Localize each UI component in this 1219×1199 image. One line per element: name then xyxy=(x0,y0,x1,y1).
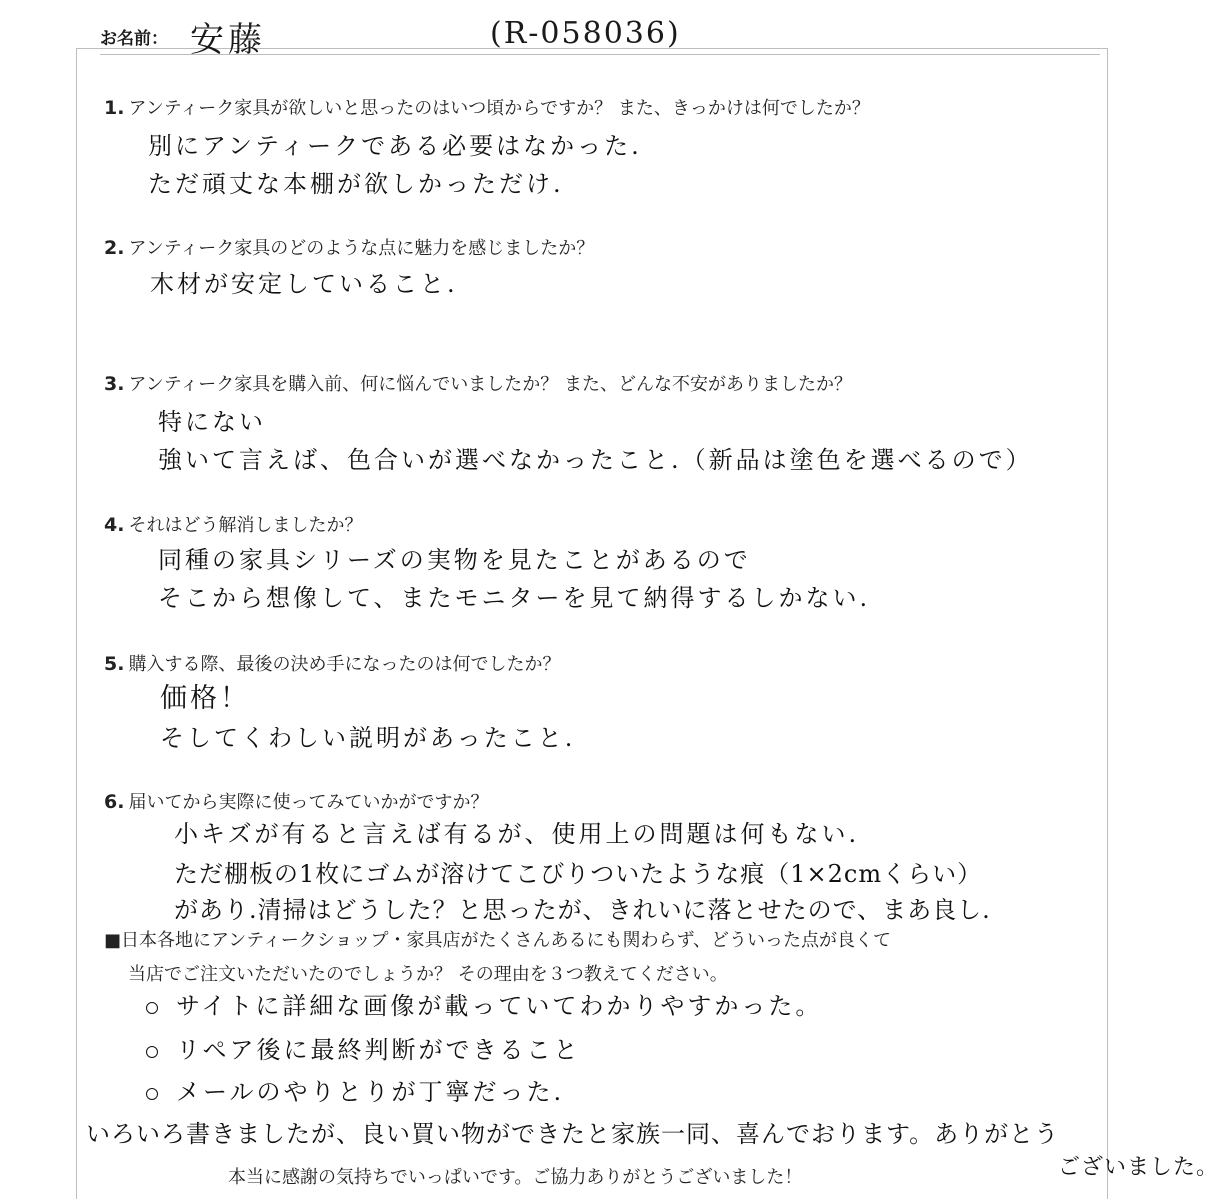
customer-name: 安藤 xyxy=(190,20,266,60)
reasons-prompt-line-1: ■日本各地にアンティークショップ・家具店がたくさんあるにも関わらず、どういった点が良くて xyxy=(104,930,892,951)
footer-thanks: 本当に感謝の気持ちでいっぱいです。ご協力ありがとうございました！ xyxy=(228,1167,803,1188)
question-4 xyxy=(104,511,362,537)
question-text: 購入する際、最後の決め手になったのは何でしたか？ xyxy=(128,654,561,675)
reasons-prompt-line-2: 当店でご注文いただいたのでしょうか？ その理由を３つ教えてください。 xyxy=(128,964,728,985)
name-row xyxy=(100,14,1100,60)
answer-6-line-2: ただ棚板の1枚にゴムが溶けてこびりついたような痕（1×2cmくらい） xyxy=(174,860,983,888)
answer-3-line-1: 特にない xyxy=(158,408,266,436)
question-text: それはどう解消しましたか？ xyxy=(128,515,363,536)
bullet-icon xyxy=(146,1046,158,1058)
question-number: 1. xyxy=(104,97,125,119)
name-label: お名前： xyxy=(100,29,168,49)
question-text: 届いてから実際に使ってみていかがですか？ xyxy=(128,792,489,813)
reason-2 xyxy=(146,1030,581,1065)
answer-6-line-3: があり.清掃はどうした？と思ったが、きれいに落とせたので、まあ良し. xyxy=(174,896,991,924)
question-text: アンティーク家具が欲しいと思ったのはいつ頃からですか？ また、きっかけは何でしたか？ xyxy=(128,98,870,119)
reason-text: メールのやりとりが丁寧だった. xyxy=(176,1078,565,1106)
answer-5-line-2: そしてくわしい説明があったこと. xyxy=(160,724,576,752)
answer-5-line-1: 価格！ xyxy=(160,683,250,714)
closing-line-2: ございました。 xyxy=(1058,1155,1219,1180)
question-number: 4. xyxy=(104,514,125,536)
question-6 xyxy=(104,788,488,814)
question-number: 2. xyxy=(104,237,125,259)
question-5 xyxy=(104,650,560,676)
question-text: アンティーク家具のどのような点に魅力を感じましたか？ xyxy=(128,238,595,259)
answer-1-line-1: 別にアンティークである必要はなかった. xyxy=(148,132,642,160)
answer-4-line-2: そこから想像して、またモニターを見て納得するしかない. xyxy=(158,584,871,612)
question-text: アンティーク家具を購入前、何に悩んでいましたか？ また、どんな不安がありましたか？ xyxy=(128,374,853,395)
question-number: 3. xyxy=(104,373,125,395)
bullet-icon xyxy=(146,1088,158,1100)
answer-4-line-1: 同種の家具シリーズの実物を見たことがあるので xyxy=(158,546,751,574)
answer-2-line-1: 木材が安定していること. xyxy=(150,270,458,298)
reason-text: サイトに詳細な画像が載っていてわかりやすかった。 xyxy=(176,992,823,1020)
reason-3 xyxy=(146,1072,564,1107)
question-1 xyxy=(104,94,870,120)
answer-6-line-1: 小キズが有ると言えば有るが、使用上の問題は何もない. xyxy=(174,820,860,848)
question-3 xyxy=(104,370,852,396)
reason-text: リペア後に最終判断ができること xyxy=(176,1036,581,1064)
reason-1 xyxy=(146,986,822,1021)
question-2 xyxy=(104,234,594,260)
answer-1-line-2: ただ頑丈な本棚が欲しかっただけ. xyxy=(148,170,564,198)
form-frame xyxy=(76,48,1108,1199)
question-number: 6. xyxy=(104,791,125,813)
answer-3-line-2: 強いて言えば、色合いが選べなかったこと.（新品は塗色を選べるので） xyxy=(158,446,1033,474)
question-number: 5. xyxy=(104,653,125,675)
bullet-icon xyxy=(146,1002,158,1014)
customer-id: (R-058036) xyxy=(490,16,681,51)
name-underline xyxy=(100,54,1100,55)
closing-line-1: いろいろ書きましたが、良い買い物ができたと家族一同、喜んでおります。ありがとう xyxy=(86,1120,1060,1148)
